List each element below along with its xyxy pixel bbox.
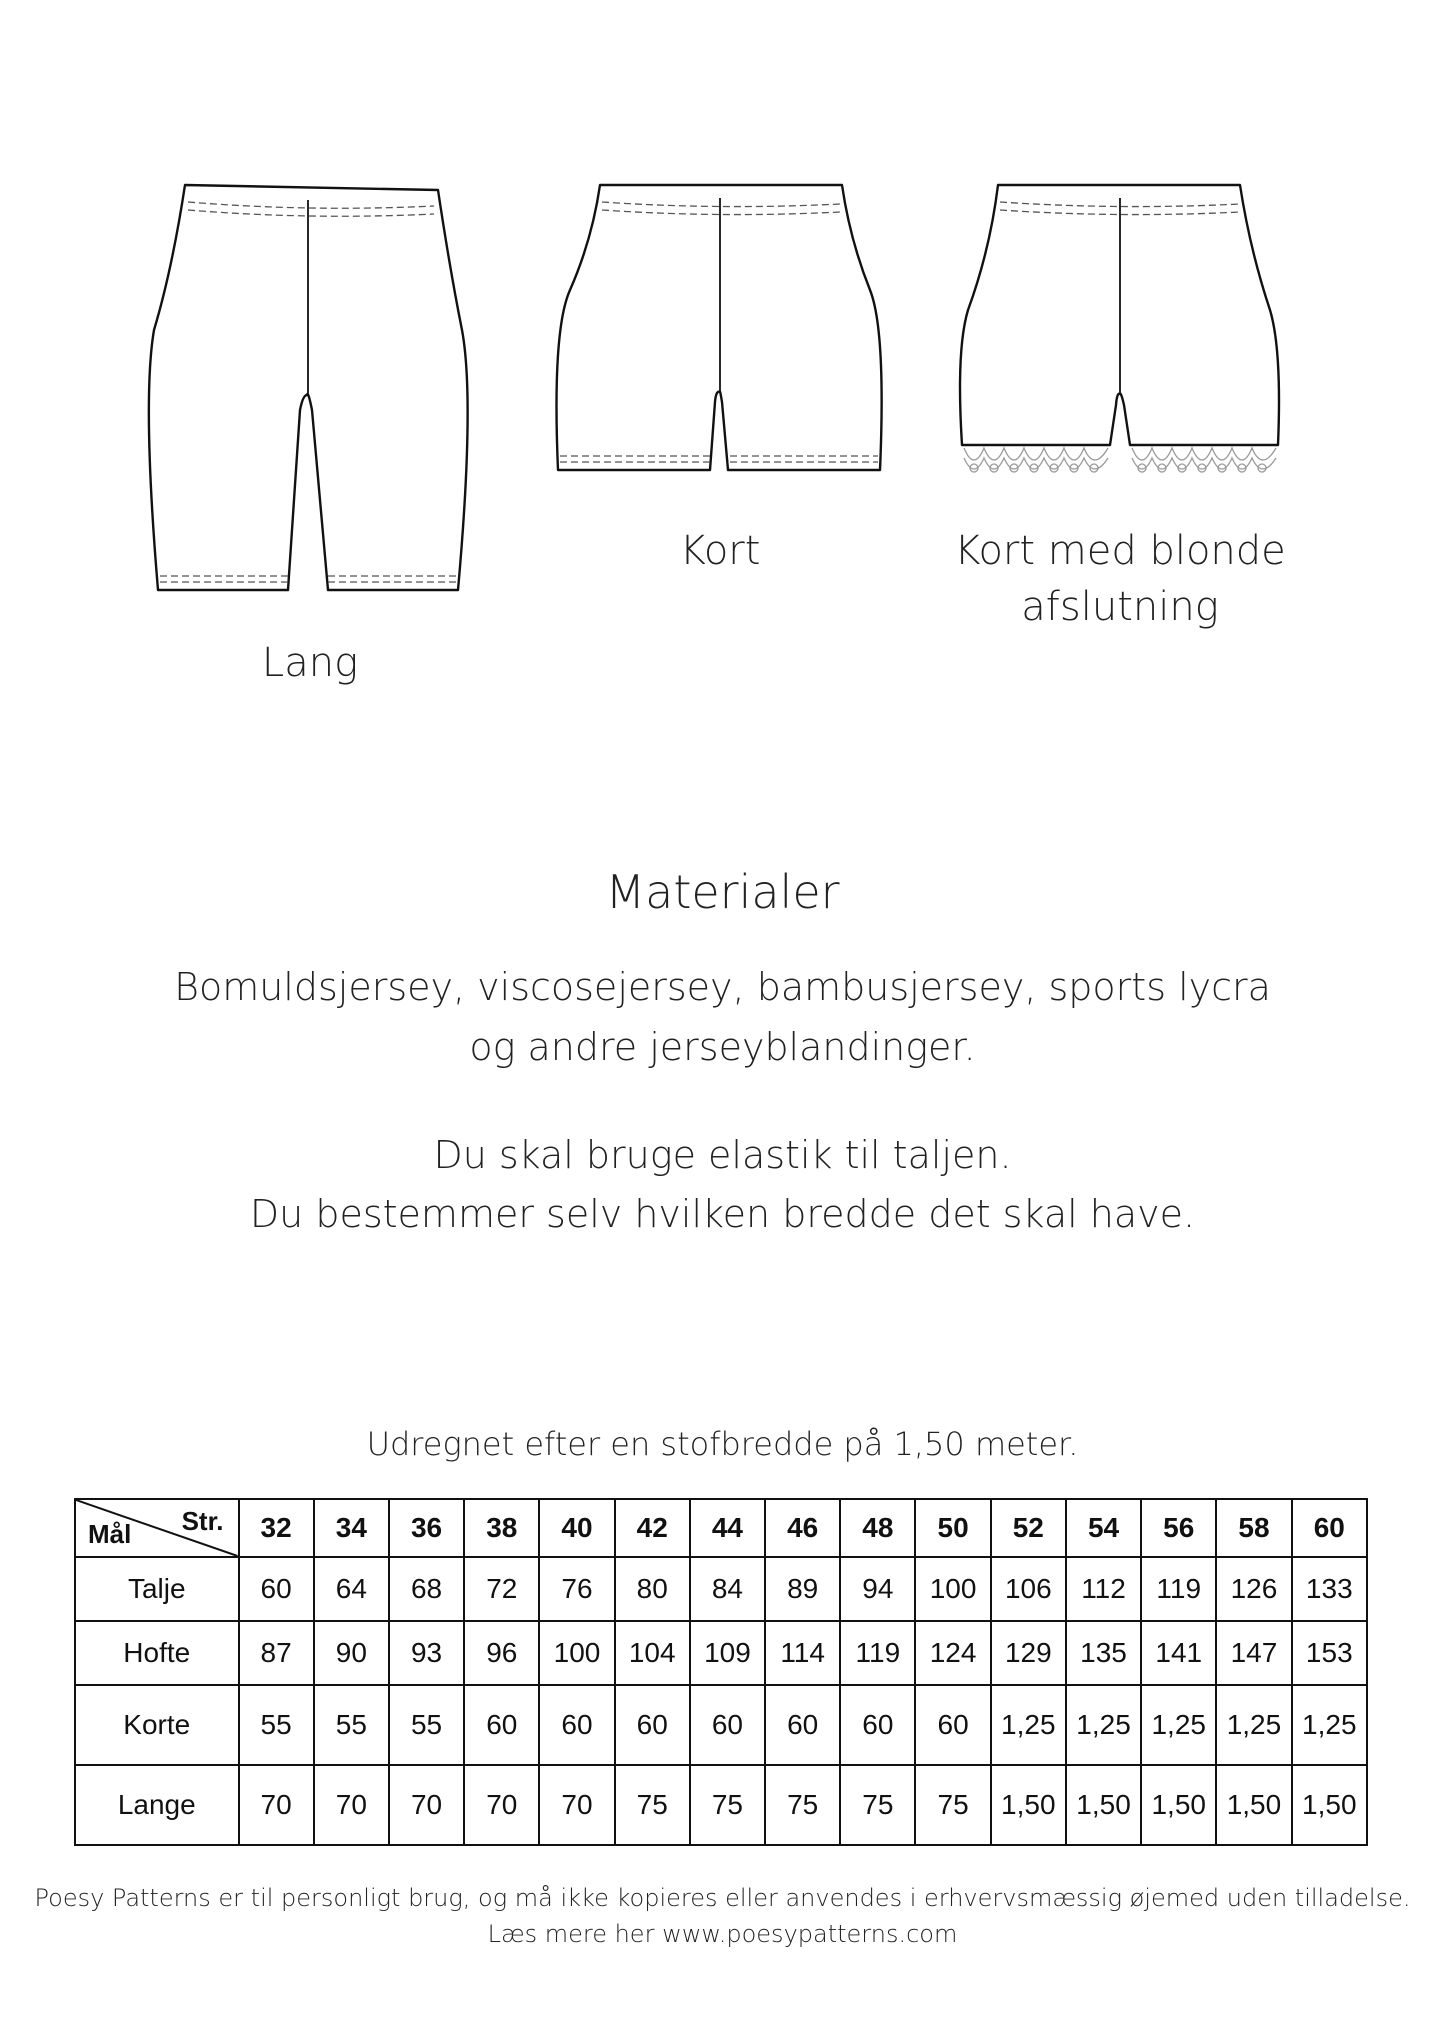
table-cell: 1,25 — [1292, 1685, 1367, 1765]
table-cell: 60 — [915, 1685, 990, 1765]
corner-size-label: Str. — [181, 1506, 224, 1536]
table-cell: 96 — [464, 1621, 539, 1685]
long-shorts-illustration — [140, 180, 480, 600]
table-row — [75, 1621, 1367, 1685]
table-header-row — [75, 1499, 1367, 1557]
size-header: 32 — [239, 1499, 314, 1557]
table-cell: 80 — [615, 1557, 690, 1621]
lace-label-line2: afslutning — [1021, 584, 1219, 630]
short-shorts-illustration — [550, 180, 890, 480]
table-cell: 64 — [314, 1557, 389, 1621]
size-header: 54 — [1066, 1499, 1141, 1557]
table-cell: 76 — [539, 1557, 614, 1621]
table-cell: 89 — [765, 1557, 840, 1621]
table-cell: 72 — [464, 1557, 539, 1621]
long-label: Lang — [261, 640, 359, 686]
row-label: Talje — [75, 1557, 239, 1621]
table-row — [75, 1765, 1367, 1845]
table-cell: 147 — [1216, 1621, 1291, 1685]
size-header: 40 — [539, 1499, 614, 1557]
table-cell: 60 — [690, 1685, 765, 1765]
table-cell: 124 — [915, 1621, 990, 1685]
size-header: 44 — [690, 1499, 765, 1557]
row-label: Korte — [75, 1685, 239, 1765]
table-cell: 119 — [840, 1621, 915, 1685]
table-cell: 1,50 — [1216, 1765, 1291, 1845]
size-header: 60 — [1292, 1499, 1367, 1557]
lace-shorts-illustration — [950, 180, 1290, 500]
table-cell: 100 — [539, 1621, 614, 1685]
table-cell: 1,25 — [991, 1685, 1066, 1765]
table-cell: 75 — [690, 1765, 765, 1845]
size-header: 52 — [991, 1499, 1066, 1557]
table-cell: 1,50 — [1292, 1765, 1367, 1845]
table-cell: 75 — [765, 1765, 840, 1845]
size-header: 38 — [464, 1499, 539, 1557]
table-cell: 70 — [539, 1765, 614, 1845]
table-cell: 119 — [1141, 1557, 1216, 1621]
table-cell: 1,25 — [1141, 1685, 1216, 1765]
table-corner-cell — [75, 1499, 239, 1557]
table-cell: 90 — [314, 1621, 389, 1685]
materials-line3: Du skal bruge elastik til taljen. — [433, 1133, 1012, 1177]
table-cell: 60 — [464, 1685, 539, 1765]
table-row — [75, 1557, 1367, 1621]
table-cell: 1,50 — [1066, 1765, 1141, 1845]
table-cell: 75 — [615, 1765, 690, 1845]
lace-trim-right — [1132, 448, 1276, 472]
table-cell: 126 — [1216, 1557, 1291, 1621]
size-header: 36 — [389, 1499, 464, 1557]
table-cell: 94 — [840, 1557, 915, 1621]
lace-trim-left — [964, 448, 1108, 472]
table-cell: 70 — [464, 1765, 539, 1845]
table-cell: 84 — [690, 1557, 765, 1621]
size-header: 42 — [615, 1499, 690, 1557]
lace-label-line1: Kort med blonde — [954, 528, 1286, 574]
table-cell: 60 — [539, 1685, 614, 1765]
table-cell: 55 — [314, 1685, 389, 1765]
table-cell: 55 — [389, 1685, 464, 1765]
table-cell: 60 — [239, 1557, 314, 1621]
materials-line4: Du bestemmer selv hvilken bredde det skal have. — [249, 1192, 1196, 1236]
table-row — [75, 1685, 1367, 1765]
table-cell: 104 — [615, 1621, 690, 1685]
table-cell: 100 — [915, 1557, 990, 1621]
table-cell: 70 — [389, 1765, 464, 1845]
table-cell: 75 — [840, 1765, 915, 1845]
footer-link-line[interactable]: Læs mere her www.poesypatterns.com — [487, 1920, 958, 1948]
table-cell: 153 — [1292, 1621, 1367, 1685]
table-cell: 1,50 — [1141, 1765, 1216, 1845]
table-cell: 60 — [840, 1685, 915, 1765]
table-cell: 141 — [1141, 1621, 1216, 1685]
table-caption: Udregnet efter en stofbredde på 1,50 meter. — [366, 1425, 1079, 1463]
table-cell: 106 — [991, 1557, 1066, 1621]
size-header: 48 — [840, 1499, 915, 1557]
size-header: 58 — [1216, 1499, 1291, 1557]
table-cell: 75 — [915, 1765, 990, 1845]
table-cell: 1,25 — [1066, 1685, 1141, 1765]
row-label: Lange — [75, 1765, 239, 1845]
materials-line1: Bomuldsjersey, viscosejersey, bambusjersey, sports lycra — [174, 965, 1271, 1009]
table-cell: 1,25 — [1216, 1685, 1291, 1765]
table-cell: 87 — [239, 1621, 314, 1685]
size-header: 50 — [915, 1499, 990, 1557]
table-cell: 109 — [690, 1621, 765, 1685]
footer-line1: Poesy Patterns er til personligt brug, og må ikke kopieres eller anvendes i erhvervsmæssig øjemed uden tilladelse. — [34, 1884, 1411, 1912]
materials-line2: og andre jerseyblandinger. — [469, 1025, 976, 1069]
table-cell: 55 — [239, 1685, 314, 1765]
size-table — [74, 1498, 1368, 1846]
size-header: 34 — [314, 1499, 389, 1557]
table-cell: 70 — [239, 1765, 314, 1845]
corner-measure-label: Mål — [88, 1519, 132, 1549]
size-header: 56 — [1141, 1499, 1216, 1557]
table-cell: 129 — [991, 1621, 1066, 1685]
table-cell: 112 — [1066, 1557, 1141, 1621]
table-cell: 135 — [1066, 1621, 1141, 1685]
table-cell: 68 — [389, 1557, 464, 1621]
short-label: Kort — [679, 528, 761, 574]
table-cell: 1,50 — [991, 1765, 1066, 1845]
table-cell: 114 — [765, 1621, 840, 1685]
materials-title: Materialer — [605, 865, 840, 919]
table-cell: 70 — [314, 1765, 389, 1845]
size-header: 46 — [765, 1499, 840, 1557]
table-cell: 60 — [615, 1685, 690, 1765]
table-cell: 93 — [389, 1621, 464, 1685]
row-label: Hofte — [75, 1621, 239, 1685]
table-cell: 133 — [1292, 1557, 1367, 1621]
table-cell: 60 — [765, 1685, 840, 1765]
